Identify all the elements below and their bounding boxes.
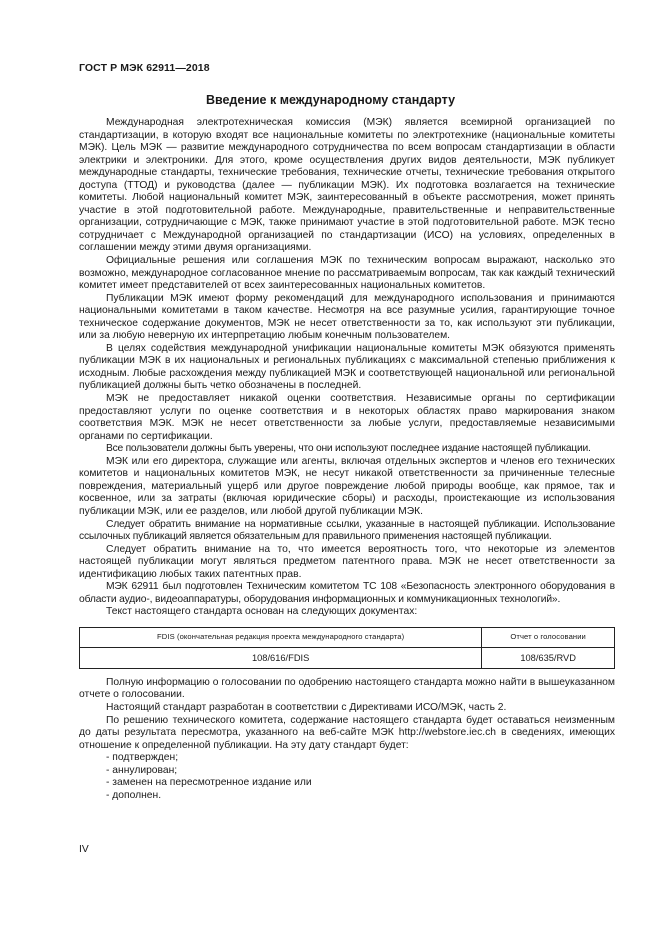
paragraph: Настоящий стандарт разработан в соответствии с Директивами ИСО/МЭК, часть 2. <box>106 701 507 713</box>
list-item: - заменен на пересмотренное издание или <box>79 777 615 790</box>
paragraph: Текст настоящего стандарта основан на следующих документах: <box>106 606 418 618</box>
paragraph: Официальные решения или соглашения МЭК по техническим вопросам выражают, насколько это возможно, международное согласованное мнение по рассматриваемым вопросам, так как каждый технический комитет имеет представителей от всех заинтересованных национальных комитетов. <box>79 255 615 292</box>
paragraph: Следует обратить внимание на то, что имеется вероятность того, что некоторые из элементов настоящей публикации могут являться предметом патентного права. МЭК не несет ответственности за идентификацию любых таких патентных прав. <box>79 543 615 580</box>
table-header-cell: FDIS (окончательная редакция проекта международного стандарта) <box>80 627 482 647</box>
paragraph: Публикации МЭК имеют форму рекомендаций для международного использования и принимаются национальными комитетами в таком качестве. Несмотря на все разумные усилия, гарантирующие точное техническое содержание документов, МЭК не несет ответственности за то, как используют эти публикации, или за любую неверную их интерпретацию любым конечным пользователем. <box>79 292 615 342</box>
document-body <box>79 117 615 802</box>
paragraph: В целях содействия международной унификации национальные комитеты МЭК обязуются применять публикации МЭК в их национальных и региональных публикациях с максимальной степенью приближения к исходным. Любые расхождения между публикацией МЭК и соответствующей национальной или региональной публикацией должны быть четко обозначены в последней. <box>79 342 615 392</box>
page-number: IV <box>79 844 89 855</box>
table-cell: 108/616/FDIS <box>80 647 482 668</box>
list-item: - подтвержден; <box>79 752 615 765</box>
standard-header: ГОСТ Р МЭК 62911—2018 <box>79 62 210 74</box>
table-cell: 108/635/RVD <box>482 647 615 668</box>
voting-documents-table <box>79 627 615 669</box>
paragraph: Полную информацию о голосовании по одобрению настоящего стандарта можно найти в вышеуказанном отчете о голосовании. <box>79 676 615 701</box>
paragraph: МЭК не предоставляет никакой оценки соответствия. Независимые органы по сертификации предоставляют услуги по оценке соответствия и в некоторых областях право маркирования знаком соответствия МЭК. МЭК не несет ответственности за любые услуги, предоставляемые независимыми органами по сертификации. <box>79 393 615 442</box>
list-item: - дополнен. <box>79 790 615 803</box>
outcome-list <box>79 752 615 802</box>
paragraph: МЭК или его директора, служащие или агенты, включая отдельных экспертов и членов его технических комитетов и национальных комитетов МЭК, не несут никакой ответственности за причиненные телесные повреждения, материальный ущерб или другое повреждение любой природы вообще, как прямое, так и косвенное, или за затраты (включая юридические сборы) и расходы, проистекающие из использования публикации МЭК, или ее разделов, или любой другой публикации МЭК. <box>79 455 615 517</box>
section-title: Введение к международному стандарту <box>205 93 456 107</box>
paragraph: МЭК 62911 был подготовлен Техническим комитетом ТС 108 «Безопасность электронного оборудования в области аудио-, видеоаппаратуры, оборудования информационных и коммуникационных технологий». <box>79 581 615 605</box>
paragraph: По решению технического комитета, содержание настоящего стандарта будет оставаться неизменным до даты результата пересмотра, указанного на веб-сайте МЭК http://webstore.iec.ch в сведениях, имеющих отношение к определенной публикации. На эту дату стандарт будет: <box>79 714 615 751</box>
paragraph: Следует обратить внимание на нормативные ссылки, указанные в настоящей публикации. Использование ссылочных публикаций является обязательным для правильного применения настоящей публикации. <box>79 518 615 543</box>
table-row <box>80 647 615 668</box>
table-header-cell: Отчет о голосовании <box>482 627 615 647</box>
paragraph: Международная электротехническая комиссия (МЭК) является всемирной организацией по стандартизации, в которую входят все национальные комитеты по электротехнике (национальные комитеты МЭК). Цель МЭК — развитие международного сотрудничества по всем вопросам стандартизации в области электрики и электроники. Для этого, кроме осуществления других видов деятельности, МЭК публикует международные стандарты, технические требования, технические отчеты, технические требования открытого доступа (ТТОД) и руководства (далее — публикации МЭК). Их подготовка возлагается на технические комитеты. Любой национальный комитет МЭК, заинтересованный в объекте рассмотрения, может принять участие в этой подготовительной работе. Международные, правительственные и неправительственные организации, сотрудничающие с МЭК, также принимают участие в этой подготовительной работе. МЭК тесно сотрудничает с Международной организацией по стандартизации (ИСО) на условиях, определенных в соглашении между этими двумя организациями. <box>79 117 615 254</box>
list-item: - аннулирован; <box>79 765 615 778</box>
table-header-row <box>80 627 615 647</box>
paragraph: Все пользователи должны быть уверены, что они используют последнее издание настоящей публикации. <box>106 443 591 455</box>
